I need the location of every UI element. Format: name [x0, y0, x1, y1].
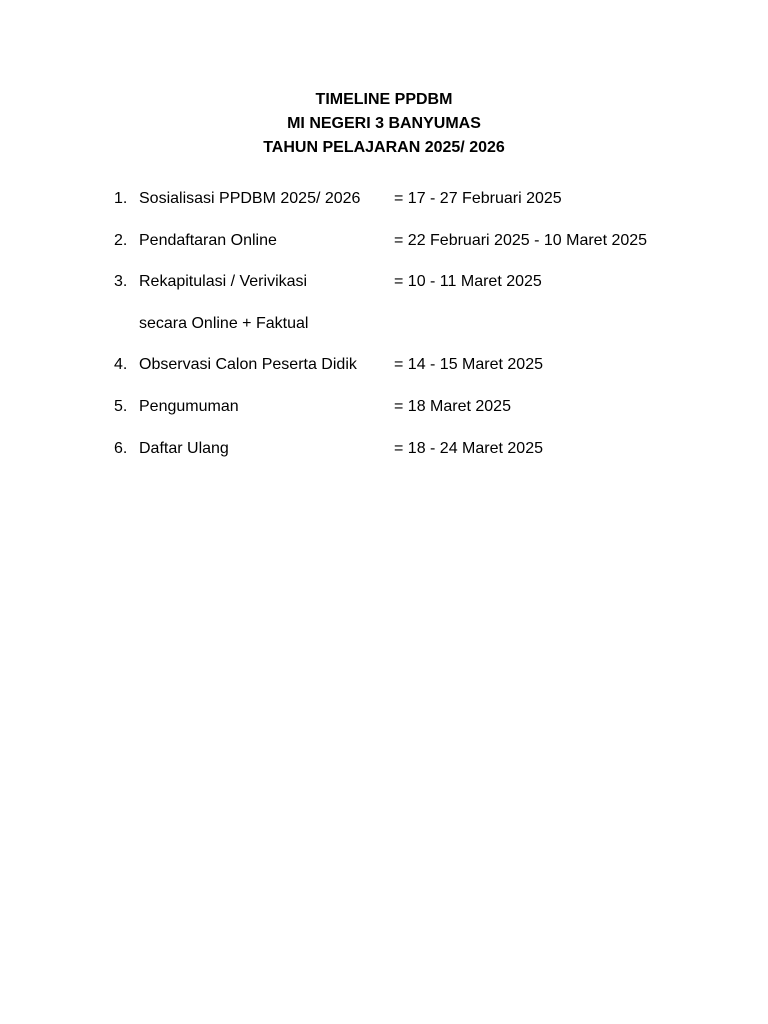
title-line: TAHUN PELAJARAN 2025/ 2026: [263, 139, 505, 156]
item-number: 1.: [114, 190, 128, 207]
item-number: 5.: [114, 397, 128, 415]
schedule-item-continuation: [114, 313, 734, 355]
item-activity: Pendaftaran Online: [139, 231, 277, 249]
title-line: TIMELINE PPDBM: [315, 91, 453, 108]
item-activity: secara Online + Faktual: [139, 314, 309, 332]
item-activity: Sosialisasi PPDBM 2025/ 2026: [139, 190, 361, 207]
item-activity: Rekapitulasi / Verivikasi: [139, 273, 308, 291]
schedule-item: [114, 271, 734, 313]
item-activity: Daftar Ulang: [139, 439, 229, 457]
item-date: = 22 Februari 2025 - 10 Maret 2025: [394, 231, 648, 249]
schedule-item: [114, 188, 734, 230]
title-line: MI NEGERI 3 BANYUMAS: [287, 115, 481, 132]
item-activity: Observasi Calon Peserta Didik: [139, 356, 357, 374]
item-number: 3.: [114, 273, 128, 291]
schedule-list: [114, 188, 734, 479]
item-activity: Pengumuman: [139, 397, 239, 415]
schedule-item: [114, 354, 734, 396]
item-date: = 17 - 27 Februari 2025: [394, 190, 562, 207]
item-date: = 18 - 24 Maret 2025: [394, 439, 543, 457]
schedule-item: [114, 438, 734, 480]
item-number: 4.: [114, 356, 128, 374]
item-date: = 14 - 15 Maret 2025: [394, 356, 543, 374]
item-number: 2.: [114, 231, 128, 249]
item-date: = 10 - 11 Maret 2025: [394, 273, 542, 291]
item-date: = 18 Maret 2025: [394, 397, 511, 415]
schedule-item: [114, 396, 734, 438]
schedule-item: [114, 230, 734, 272]
document-title: [0, 88, 768, 160]
item-number: 6.: [114, 439, 128, 457]
